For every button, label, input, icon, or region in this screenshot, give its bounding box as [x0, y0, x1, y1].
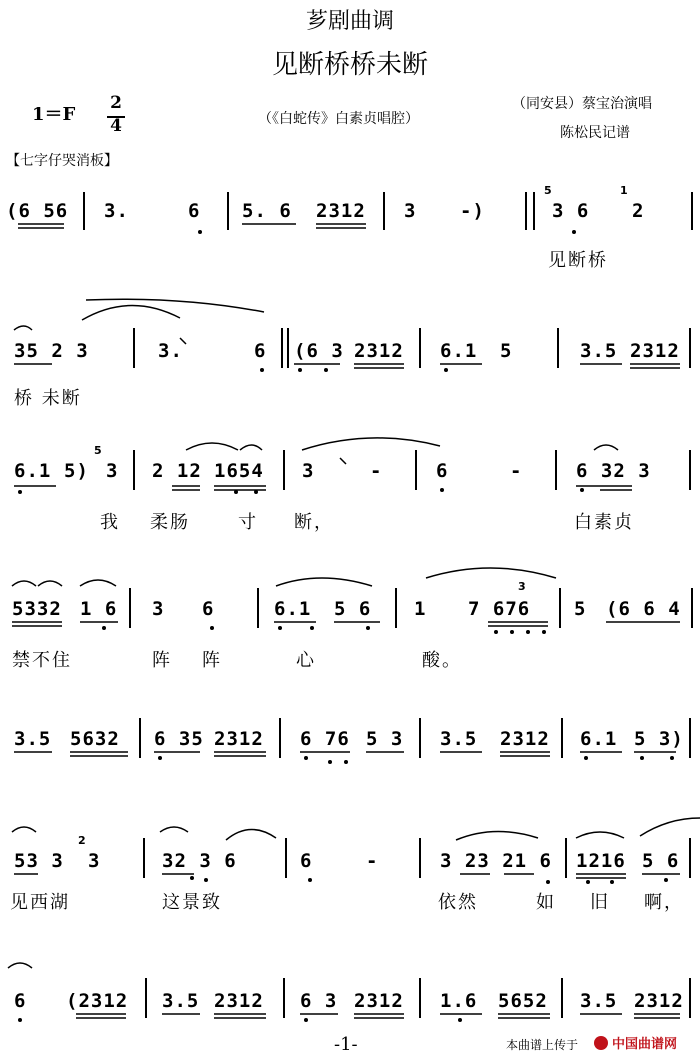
lyric: 寸 — [238, 512, 258, 533]
note-group: 3 — [88, 850, 101, 872]
grace-note: 1 — [620, 184, 628, 197]
note-group: 5 6 — [334, 598, 372, 620]
site-brand — [594, 1033, 677, 1052]
grace-note: 5 — [94, 444, 102, 457]
note-group: (6 56 — [6, 200, 69, 222]
note-group: 3.5 — [162, 990, 200, 1012]
lyric: 我 — [100, 512, 120, 533]
note-group: 1.6 — [440, 990, 478, 1012]
note-group: 6 — [436, 460, 449, 482]
note-group: 3 6 — [552, 200, 590, 222]
time-signature-bottom: 4 — [110, 116, 122, 136]
note-group: - — [510, 460, 523, 482]
note-group: 6 32 3 — [576, 460, 651, 482]
note-group: 5 3) — [634, 728, 684, 750]
note-group: 32 3 6 — [162, 850, 237, 872]
song-title: 见断桥桥未断 — [271, 50, 428, 80]
note-group: 3. — [104, 200, 129, 222]
site-brand-text: 中国曲谱网 — [612, 1037, 678, 1052]
note-group: 3. — [158, 340, 183, 362]
key-signature: 1＝F — [32, 104, 76, 125]
note-group: (6 6 4 — [606, 598, 681, 620]
note-group: 2312 — [634, 990, 684, 1012]
note-group: 3.5 — [14, 728, 52, 750]
lyric: 依然 — [438, 892, 478, 913]
note-group: 2312 — [354, 340, 404, 362]
note-group: 3 — [152, 598, 165, 620]
lyric: 啊， — [644, 892, 684, 913]
note-group: 3 — [106, 460, 119, 482]
lyric: 桥 未断 — [14, 388, 82, 409]
note-group: -) — [460, 200, 485, 222]
site-logo-icon — [594, 1036, 608, 1050]
note-group: 2312 — [630, 340, 680, 362]
grace-note: 5 — [544, 184, 552, 197]
note-group: - — [370, 460, 383, 482]
note-group: 2 12 — [152, 460, 202, 482]
note-group: - — [366, 850, 379, 872]
lyric: 阵 — [152, 650, 172, 671]
note-group: (6 3 — [294, 340, 344, 362]
tune-label: 【七字仔哭消板】 — [6, 153, 118, 169]
opera-source: （《白蛇传》白素贞唱腔） — [258, 111, 419, 127]
triplet-mark: 3 — [518, 580, 526, 593]
grace-note: 2 — [78, 834, 86, 847]
note-group: 35 2 3 — [14, 340, 89, 362]
note-group: 6.1 — [580, 728, 618, 750]
note-group: 6 — [254, 340, 267, 362]
lyric: 柔肠 — [150, 512, 190, 533]
note-group: 6.1 — [14, 460, 52, 482]
note-group: 7 676 — [468, 598, 531, 620]
note-group: 5. 6 — [242, 200, 292, 222]
lyric: 见断桥 — [548, 250, 608, 271]
note-group: 3.5 — [580, 990, 618, 1012]
note-group: 6.1 — [440, 340, 478, 362]
note-group: 2312 — [214, 728, 264, 750]
note-group: 2312 — [354, 990, 404, 1012]
note-group: 2 — [632, 200, 645, 222]
note-group: 6.1 — [274, 598, 312, 620]
note-group: 6 — [14, 990, 27, 1012]
performer-credit: （同安县）蔡宝治演唱 — [512, 96, 652, 112]
lyric: 酸。 — [422, 650, 462, 671]
note-group: 53 3 — [14, 850, 64, 872]
note-group: 6 76 — [300, 728, 350, 750]
note-group: 1654 — [214, 460, 264, 482]
note-group: 6 — [202, 598, 215, 620]
note-group: 5632 — [70, 728, 120, 750]
note-group: 5 — [574, 598, 587, 620]
note-group: 5 — [500, 340, 513, 362]
upload-note: 本曲谱上传于 — [506, 1038, 579, 1052]
note-group: 5332 — [12, 598, 62, 620]
lyric: 这景致 — [162, 892, 222, 913]
note-group: 3.5 — [580, 340, 618, 362]
lyric: 旧 — [590, 892, 610, 913]
lyric: 见西湖 — [10, 892, 70, 913]
note-group: 1216 — [576, 850, 626, 872]
note-group: 6 3 — [300, 990, 338, 1012]
note-group: 6 — [300, 850, 313, 872]
note-group: 1 — [414, 598, 427, 620]
note-group: 6 — [188, 200, 201, 222]
note-group: 5652 — [498, 990, 548, 1012]
note-group: 5) — [64, 460, 89, 482]
lyric: 白素贞 — [574, 512, 634, 533]
note-group: 5 3 — [366, 728, 404, 750]
note-group: 2312 — [316, 200, 366, 222]
note-group: 2312 — [214, 990, 264, 1012]
lyric: 禁不住 — [12, 650, 72, 671]
note-group: 3 23 21 6 — [440, 850, 552, 872]
lyric: 心 — [296, 650, 316, 671]
note-group: 3 — [404, 200, 417, 222]
page-number: -1- — [334, 1034, 358, 1055]
note-group: 6 35 — [154, 728, 204, 750]
genre-title: 芗剧曲调 — [305, 9, 394, 34]
time-signature-top: 2 — [110, 93, 122, 113]
note-group: 3.5 — [440, 728, 478, 750]
lyric: 阵 — [202, 650, 222, 671]
note-group: 2312 — [500, 728, 550, 750]
lyric: 断， — [294, 512, 334, 533]
note-group: (2312 — [66, 990, 129, 1012]
note-group: 3 — [302, 460, 315, 482]
note-group: 1 6 — [80, 598, 118, 620]
lyric: 如 — [536, 892, 556, 913]
transcriber-credit: 陈松民记谱 — [560, 125, 630, 141]
note-group: 5 6 — [642, 850, 680, 872]
